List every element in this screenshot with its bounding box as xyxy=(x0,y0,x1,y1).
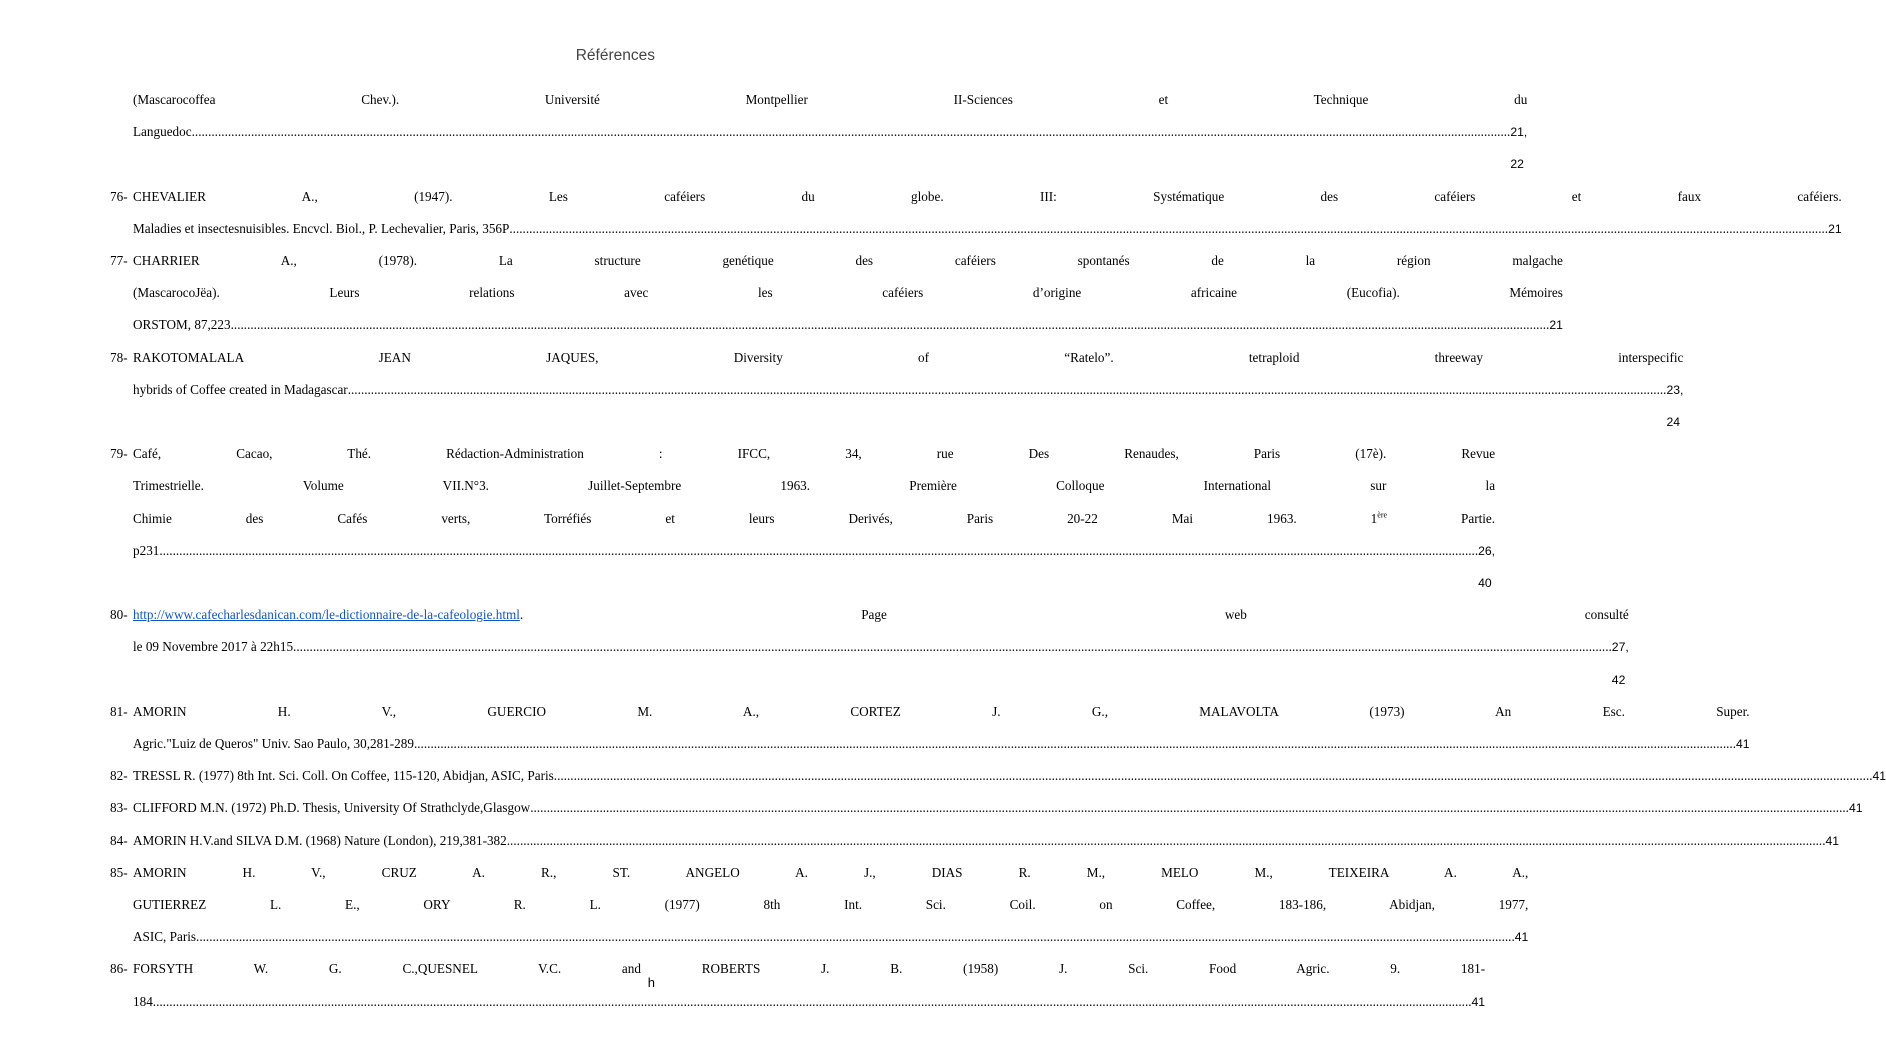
cited-pages: 41 xyxy=(1872,769,1886,784)
cited-pages: 41 xyxy=(1825,833,1840,848)
leader-dots: ................................................................................................................................................................................................................................................................................................................................................................................................................ xyxy=(553,768,1873,784)
reference-line: (Mascarocoffea Chev.). Université Montpellier II-Sciences et Technique du xyxy=(133,92,1528,107)
reference-body xyxy=(133,599,1629,696)
reference-line: AMORIN H. V., CRUZ A. R., ST. ANGELO A. J., DIAS R. M., MELO M., TEIXEIRA A. A., xyxy=(133,864,1529,880)
cited-pages: 41 xyxy=(1736,737,1750,752)
cited-pages: 21 xyxy=(1828,221,1842,236)
reference-number: 83- xyxy=(110,800,128,816)
reference-line: RAKOTOMALALA JEAN JAQUES, Diversity of “Ratelo”. tetraploid threeway interspecific xyxy=(133,349,1684,365)
reference-body xyxy=(133,696,1750,760)
reference-entry xyxy=(110,181,1842,245)
reference-entry xyxy=(110,696,1750,760)
reference-body xyxy=(133,792,1863,824)
reference-line: Trimestrielle. Volume VII.N°3. Juillet-Septembre 1963. Première Colloque International sur la xyxy=(133,478,1496,494)
reference-body xyxy=(133,825,1839,857)
cited-pages: 23, 24 xyxy=(1666,382,1684,430)
reference-line: CHARRIER A., (1978). La structure genétique des caféiers spontanés de la région malgache xyxy=(133,253,1563,269)
reference-entry xyxy=(110,438,1496,599)
leader-dots: ................................................................................................................................................................................................................................................................................................................................................................................................................ xyxy=(417,736,1736,752)
reference-last-line: hybrids of Coffee created in Madagascar ................................................................................................................................................................................................................................................................................................................................................................................................................ 23, 24 xyxy=(133,374,1683,438)
reference-number: 84- xyxy=(110,832,128,848)
cited-pages: 27, 42 xyxy=(1611,640,1629,687)
reference-last-line: AMORIN H.V.and SILVA D.M. (1968) Nature (London), 219,381-382 ................................................................................................................................................................................................................................................................................................................................................................................................................ 41 xyxy=(133,825,1839,857)
reference-line: Café, Cacao, Thé. Rédaction-Administration : IFCC, 34, rue Des Renaudes, Paris (17è). Revue xyxy=(133,446,1496,462)
reference-body xyxy=(133,84,1527,181)
reference-entry xyxy=(110,760,1886,792)
leader-dots: ................................................................................................................................................................................................................................................................................................................................................................................................................ xyxy=(159,542,1479,558)
reference-last-line: Languedoc ................................................................................................................................................................................................................................................................................................................................................................................................................ 21, 22 xyxy=(133,116,1527,180)
reference-last-line: le 09 Novembre 2017 à 22h15 ................................................................................................................................................................................................................................................................................................................................................................................................................ 27, 42 xyxy=(133,631,1629,695)
page-number: h xyxy=(647,975,655,990)
reference-last-line: TRESSL R. (1977) 8th Int. Sci. Coll. On Coffee, 115-120, Abidjan, ASIC, Paris ................................................................................................................................................................................................................................................................................................................................................................................................................ 41 xyxy=(133,760,1886,792)
cited-pages: 26, 40 xyxy=(1478,543,1496,591)
reference-number: 85- xyxy=(110,864,128,880)
reference-link[interactable]: http://www.cafecharlesdanican.com/le-dictionnaire-de-la-cafeologie.html xyxy=(133,607,520,623)
reference-entry xyxy=(110,245,1563,342)
reference-line: Chimie des Cafés verts, Torréfiés et leurs Derivés, Paris 20-22 Mai 1963. 1ère Partie. xyxy=(133,510,1496,526)
leader-dots: ................................................................................................................................................................................................................................................................................................................................................................................................................ xyxy=(506,832,1826,848)
leader-dots: ................................................................................................................................................................................................................................................................................................................................................................................................................ xyxy=(293,639,1612,655)
reference-line: CHEVALIER A., (1947). Les caféiers du globe. III: Systématique des caféiers et faux caféiers. xyxy=(133,188,1842,204)
reference-body xyxy=(133,760,1886,792)
cited-pages: 41 xyxy=(1471,994,1486,1009)
reference-number: 79- xyxy=(110,446,128,462)
leader-dots: ................................................................................................................................................................................................................................................................................................................................................................................................................ xyxy=(347,381,1667,397)
reference-last-line: CLIFFORD M.N. (1972) Ph.D. Thesis, University Of Strathclyde,Glasgow ................................................................................................................................................................................................................................................................................................................................................................................................................ 41 xyxy=(133,792,1863,824)
reference-entry xyxy=(110,342,1684,439)
leader-dots: ................................................................................................................................................................................................................................................................................................................................................................................................................ xyxy=(230,317,1550,333)
reference-line: AMORIN H. V., GUERCIO M. A., CORTEZ J. G., MALAVOLTA (1973) An Esc. Super. xyxy=(133,703,1750,719)
cited-pages: 21, 22 xyxy=(1510,125,1528,172)
cited-pages: 41 xyxy=(1514,930,1529,945)
reference-body xyxy=(133,181,1842,245)
reference-number: 78- xyxy=(110,349,128,365)
reference-body xyxy=(133,857,1528,954)
reference-entry xyxy=(110,825,1840,857)
reference-entry xyxy=(110,792,1863,824)
reference-line: http://www.cafecharlesdanican.com/le-dictionnaire-de-la-cafeologie.html. Page web consulté xyxy=(133,607,1629,623)
reference-body xyxy=(133,342,1683,439)
reference-line: FORSYTH W. G. C.,QUESNEL V.C. and ROBERTS J. B. (1958) J. Sci. Food Agric. 9. 181- xyxy=(133,961,1486,977)
cited-pages: 21 xyxy=(1549,318,1563,333)
reference-body xyxy=(133,438,1495,599)
reference-number: 86- xyxy=(110,961,128,977)
reference-number: 82- xyxy=(110,768,128,784)
reference-last-line: Agric."Luiz de Queros" Univ. Sao Paulo, 30,281-289. ................................................................................................................................................................................................................................................................................................................................................................................................................ 41 xyxy=(133,728,1750,760)
reference-last-line: p231 ................................................................................................................................................................................................................................................................................................................................................................................................................ 26, 40 xyxy=(133,535,1495,599)
reference-last-line: ORSTOM, 87,223 ................................................................................................................................................................................................................................................................................................................................................................................................................ 21 xyxy=(133,309,1563,341)
reference-number: 81- xyxy=(110,703,128,719)
leader-dots: ................................................................................................................................................................................................................................................................................................................................................................................................................ xyxy=(196,929,1515,945)
reference-number: 76- xyxy=(110,188,128,204)
leader-dots: ................................................................................................................................................................................................................................................................................................................................................................................................................ xyxy=(152,993,1472,1009)
leader-dots: ................................................................................................................................................................................................................................................................................................................................................................................................................ xyxy=(509,220,1829,236)
reference-last-line: Maladies et insectesnuisibles. Encvcl. Biol., P. Lechevalier, Paris, 356P ................................................................................................................................................................................................................................................................................................................................................................................................................ 21 xyxy=(133,213,1842,245)
reference-last-line: ASIC, Paris ................................................................................................................................................................................................................................................................................................................................................................................................................ 41 xyxy=(133,921,1528,953)
cited-pages: 41 xyxy=(1848,801,1863,816)
running-header: Références xyxy=(575,47,655,64)
reference-line: GUTIERREZ L. E., ORY R. L. (1977) 8th Int. Sci. Coil. on Coffee, 183-186, Abidjan, 1977, xyxy=(133,897,1529,913)
leader-dots: ................................................................................................................................................................................................................................................................................................................................................................................................................ xyxy=(191,124,1511,140)
reference-body xyxy=(133,245,1563,342)
reference-entry xyxy=(110,599,1629,696)
reference-number: 80- xyxy=(110,607,128,623)
reference-entry xyxy=(110,953,1486,1017)
reference-last-line: 184 ................................................................................................................................................................................................................................................................................................................................................................................................................ 41 xyxy=(133,986,1485,1018)
reference-entry xyxy=(110,84,1528,181)
reference-number: 77- xyxy=(110,253,128,269)
reference-body xyxy=(133,953,1485,1017)
reference-line: (MascarocoJëa). Leurs relations avec les caféiers d’origine africaine (Eucofia). Mémoires xyxy=(133,285,1563,301)
reference-entry xyxy=(110,857,1529,954)
leader-dots: ................................................................................................................................................................................................................................................................................................................................................................................................................ xyxy=(530,800,1849,816)
reference-list xyxy=(110,84,1886,1018)
